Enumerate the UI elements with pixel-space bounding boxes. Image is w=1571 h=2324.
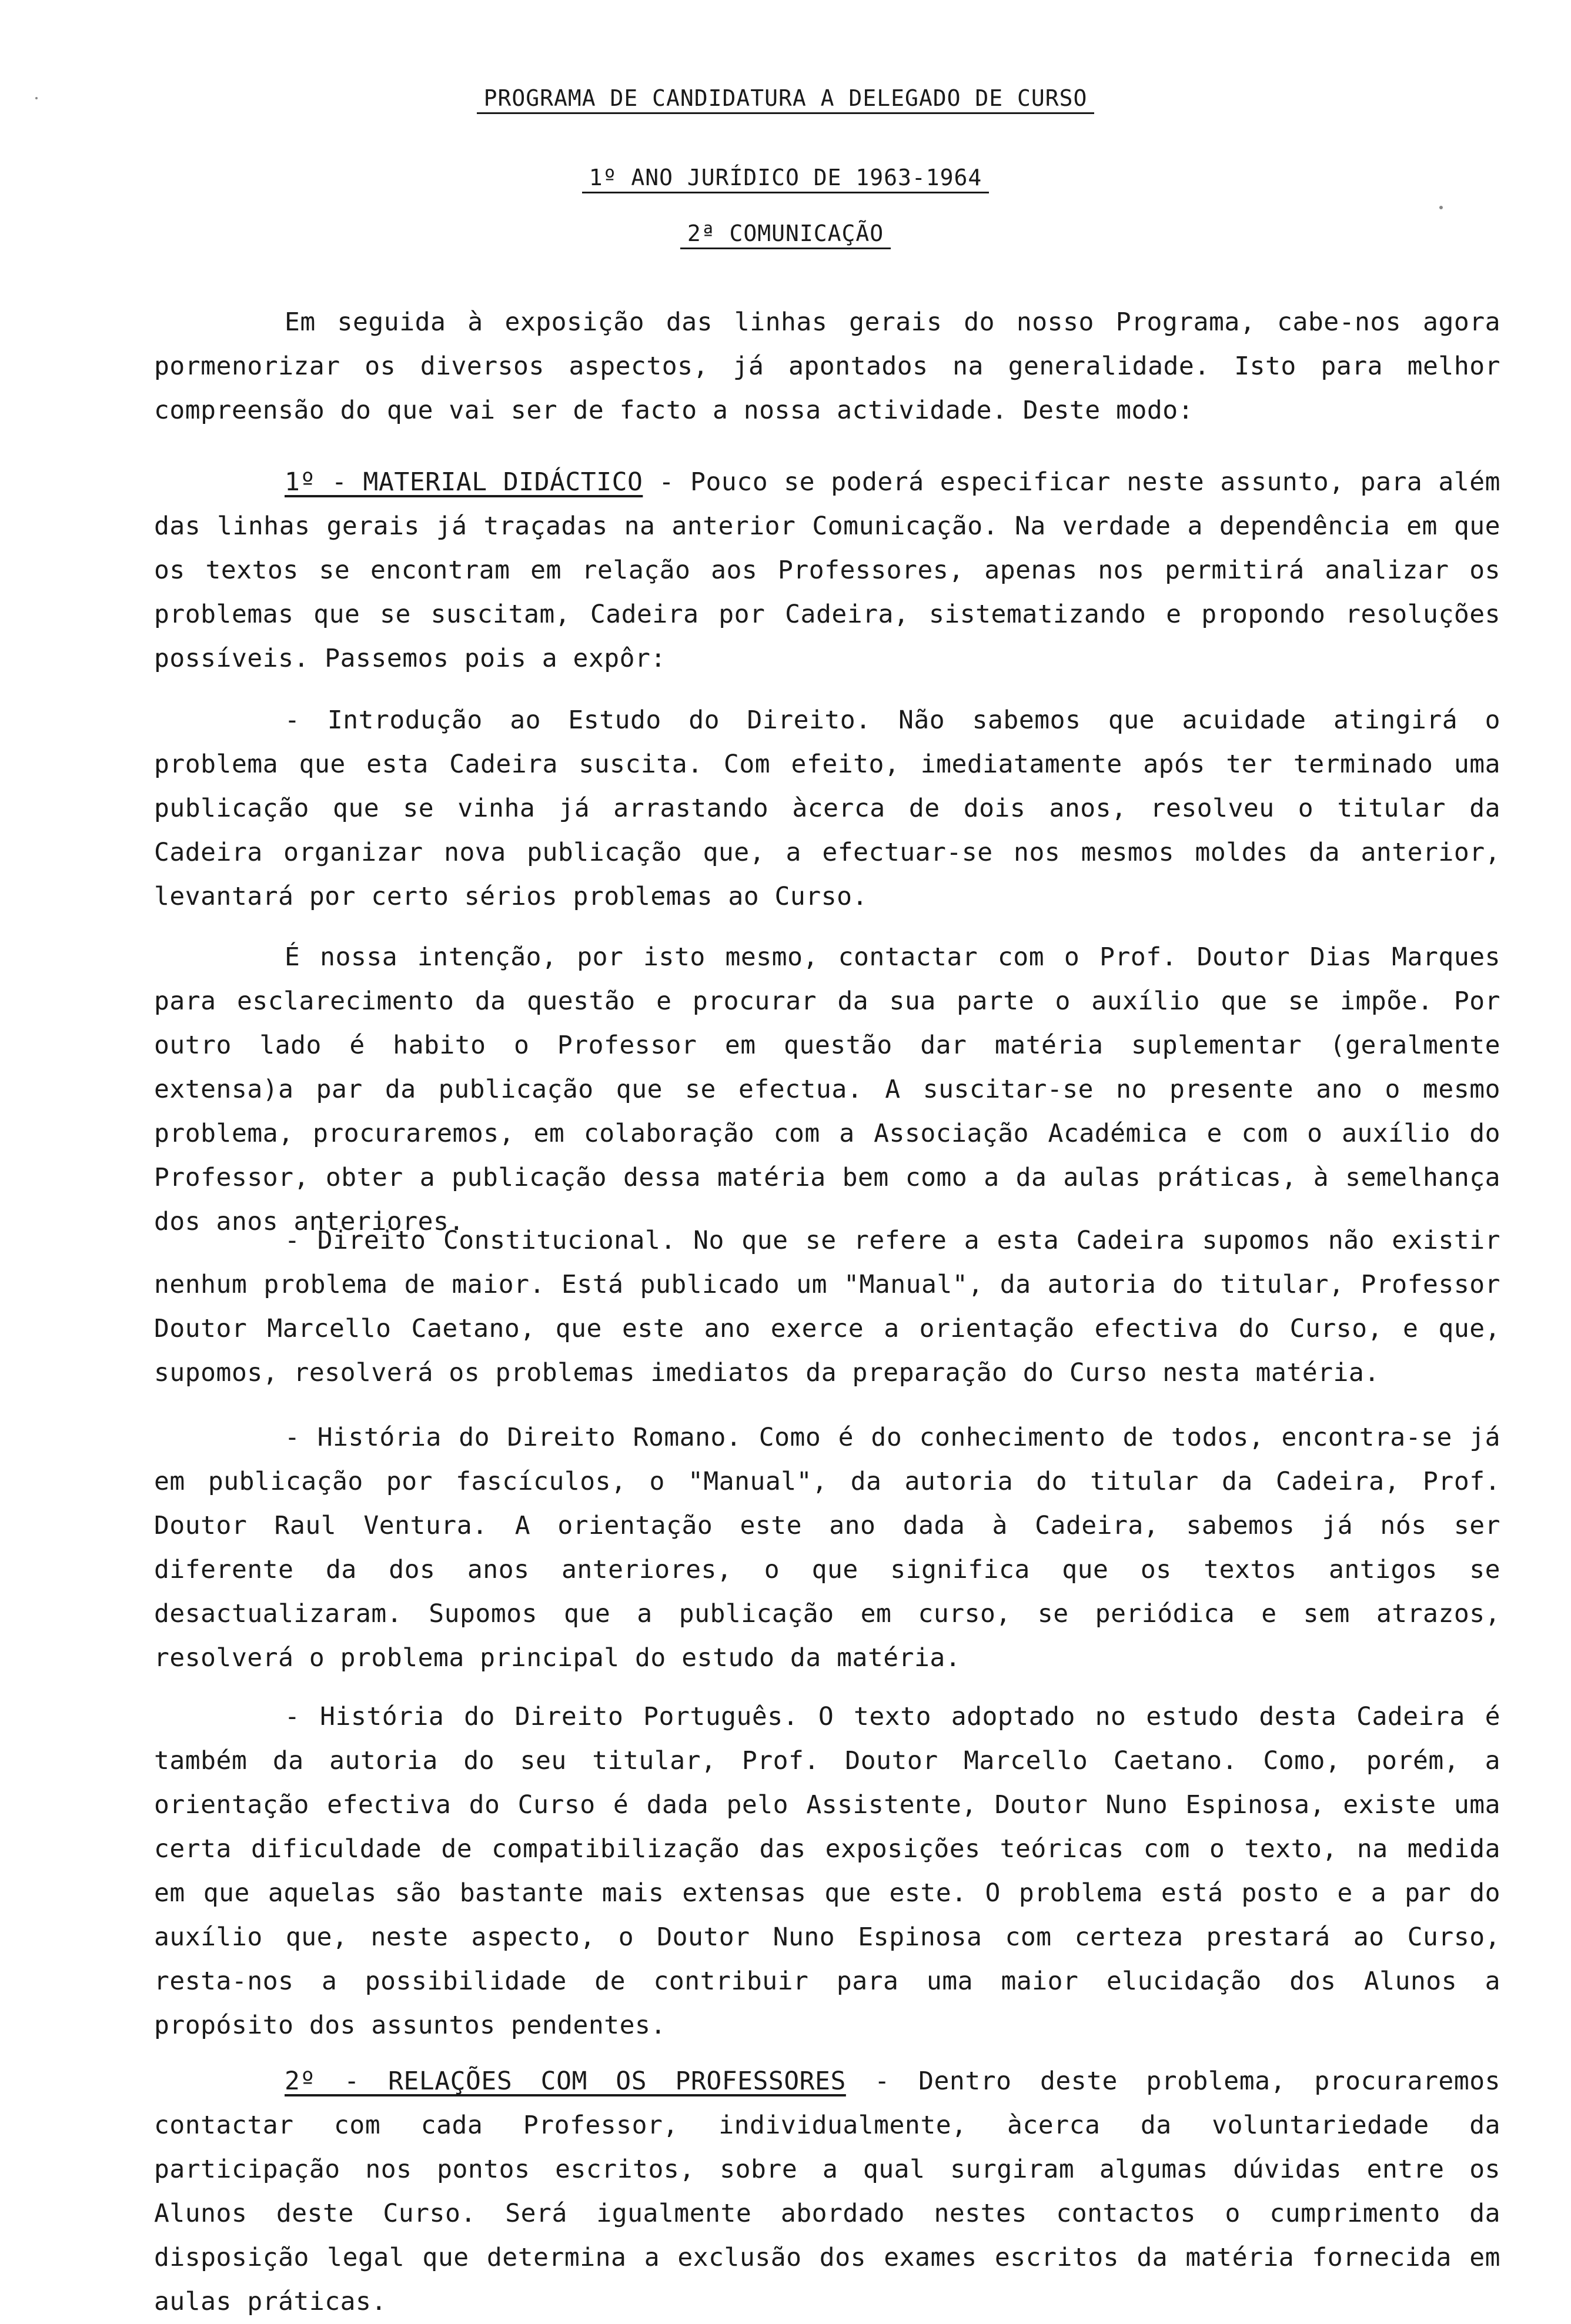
item-prof-dias-marques: É nossa intenção, por isto mesmo, contactar com o Prof. Doutor Dias Marques para esclarecimento da questão e procurar da sua parte o auxílio que se impõe. Por outro lado é habito o Professor em questão dar matéria suplementar (geralmente extensa)a par da publicação que se efectua. A suscitar-se no presente ano o mesmo problema, procuraremos, em colaboração com a Associação Académica e com o auxílio do Professor, obter a publicação dessa matéria bem como a da aulas práticas, à semelhança dos anos anteriores.	[154, 942, 1500, 1236]
paper-speck	[35, 97, 38, 99]
section1-heading: 1º - MATERIAL DIDÁCTICO	[285, 467, 643, 497]
document-title: PROGRAMA DE CANDIDATURA A DELEGADO DE CURSO	[0, 85, 1571, 114]
section2-text: - Dentro deste problema, procuraremos contactar com cada Professor, individualmente, àcerca da voluntariedade da participação nos pontos escritos, sobre a qual surgiram algumas dúvidas entre os Alunos deste Curso. Será igualmente abordado nestes contactos o cumprimento da disposição legal que determina a exclusão dos exames escritos da matéria fornecida em aulas práticas.	[154, 2066, 1500, 2316]
document-subtitle: 1º ANO JURÍDICO DE 1963-1964	[0, 165, 1571, 193]
section-material-didactico	[154, 460, 1500, 681]
item-historia-direito-romano: - História do Direito Romano. Como é do conhecimento de todos, encontra-se já em publicação por fascículos, o "Manual", da autoria do titular da Cadeira, Prof. Doutor Raul Ventura. A orientação este ano dada à Cadeira, sabemos já nós ser diferente da dos anos anteriores, o que significa que os textos antigos se desactualizaram. Supomos que a publicação em curso, se periódica e sem atrazos, resolverá o problema principal do estudo da matéria.	[154, 1423, 1500, 1673]
communication-heading: 2ª COMUNICAÇÃO	[0, 220, 1571, 249]
section1-text: - Pouco se poderá especificar neste assunto, para além das linhas gerais já traçadas na anterior Comunicação. Na verdade a dependência em que os textos se encontram em relação aos Professores, apenas nos permitirá analizar os problemas que se suscitam, Cadeira por Cadeira, sistematizando e propondo resoluções possíveis. Passemos pois a expôr:	[154, 467, 1500, 673]
item-historia-direito-portugues: - História do Direito Português. O texto adoptado no estudo desta Cadeira é também da autoria do seu titular, Prof. Doutor Marcello Caetano. Como, porém, a orientação efectiva do Curso é dada pelo Assistente, Doutor Nuno Espinosa, existe uma certa dificuldade de compatibilização das exposições teóricas com o texto, na medida em que aquelas são bastante mais extensas que este. O problema está posto e a par do auxílio que, neste aspecto, o Doutor Nuno Espinosa com certeza prestará ao Curso, resta-nos a possibilidade de contribuir para uma maior elucidação dos Alunos a propósito dos assuntos pendentes.	[154, 1702, 1500, 2040]
section-relacoes-professores	[154, 2059, 1500, 2324]
section2-heading: 2º - RELAÇÕES COM OS PROFESSORES	[285, 2066, 846, 2096]
intro-paragraph: Em seguida à exposição das linhas gerais do nosso Programa, cabe-nos agora pormenorizar os diversos aspectos, já apontados na generalidade. Isto para melhor compreensão do que vai ser de facto a nossa actividade. Deste modo:	[154, 307, 1500, 425]
item-introducao-direito: - Introdução ao Estudo do Direito. Não sabemos que acuidade atingirá o problema que esta Cadeira suscita. Com efeito, imediatamente após ter terminado uma publicação que se vinha já arrastando àcerca de dois anos, resolveu o titular da Cadeira organizar nova publicação que, a efectuar-se nos mesmos moldes da anterior, levantará por certo sérios problemas ao Curso.	[154, 705, 1500, 911]
item-direito-constitucional: - Direito Constitucional. No que se refere a esta Cadeira supomos não existir nenhum problema de maior. Está publicado um "Manual", da autoria do titular, Professor Doutor Marcello Caetano, que este ano exerce a orientação efectiva do Curso, e que, supomos, resolverá os problemas imediatos da preparação do Curso nesta matéria.	[154, 1226, 1500, 1387]
paper-speck	[1439, 206, 1443, 209]
